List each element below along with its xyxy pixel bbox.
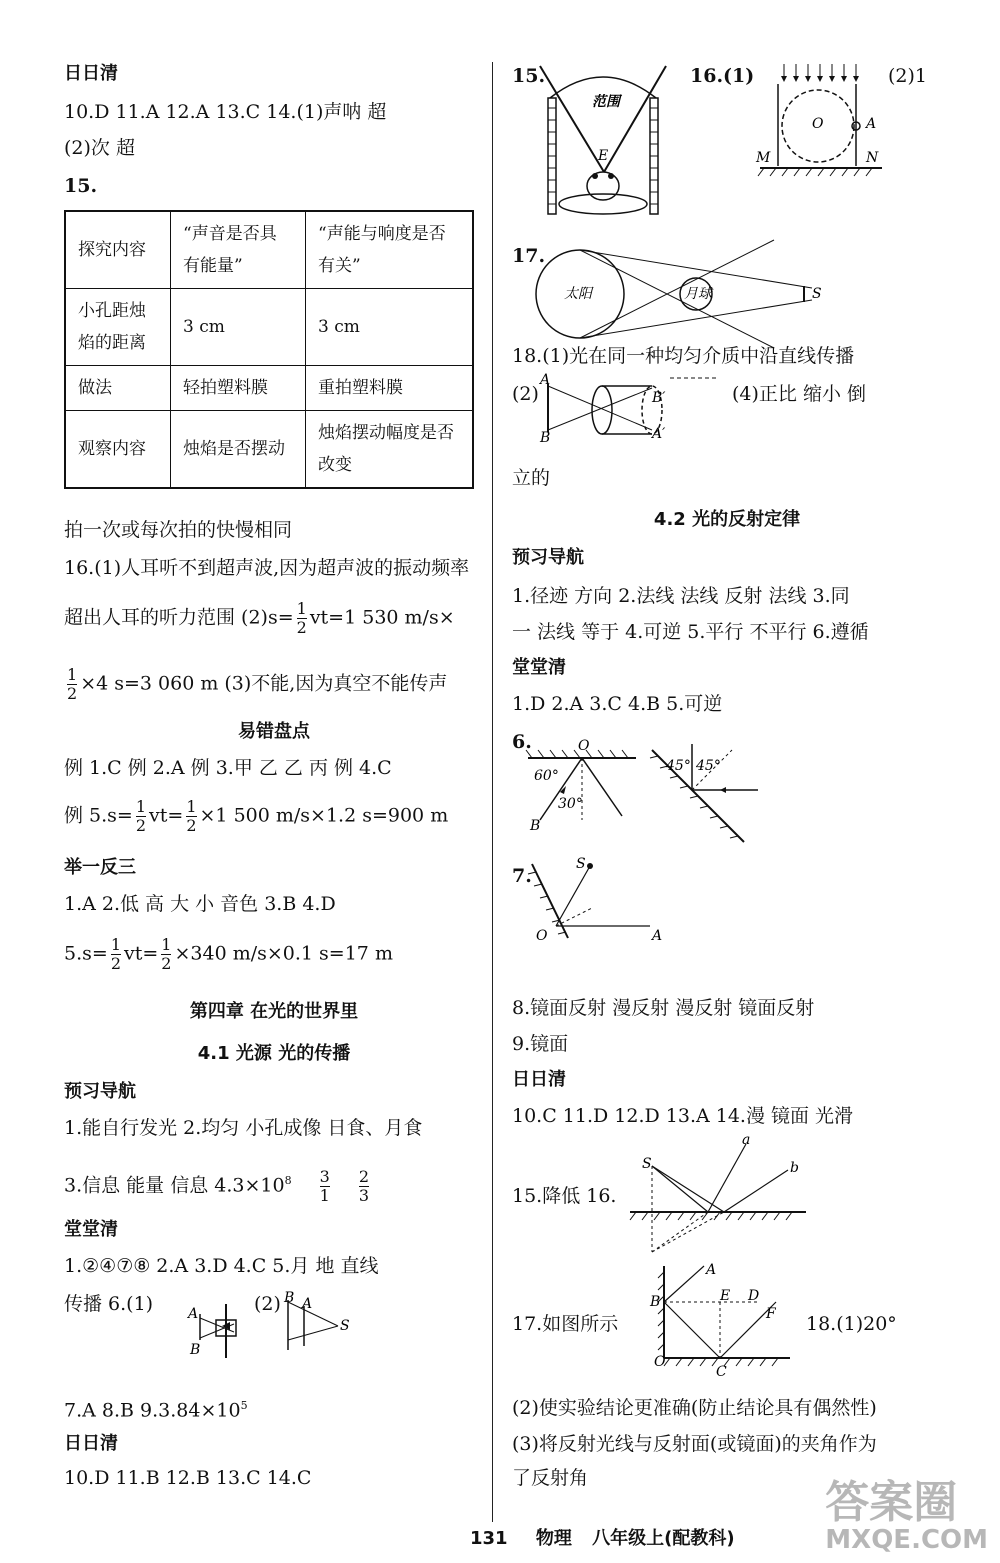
eclipse-figure: [534, 238, 828, 358]
answer-line: [64, 600, 455, 637]
answer-line: 17.如图所示: [512, 1313, 619, 1335]
reflection-figure-a: [526, 740, 642, 832]
answer-line: [64, 1168, 372, 1205]
figure-label: A: [540, 372, 551, 388]
section-heading: 易错盘点: [238, 721, 310, 742]
table-cell: 烛焰摆动幅度是否改变: [306, 411, 474, 489]
figure-label: O: [812, 116, 824, 132]
answer-line: 拍一次或每次拍的快慢相同: [64, 519, 293, 541]
figure-label: A′: [652, 426, 666, 442]
answer-line: 18.(1)20°: [806, 1313, 897, 1335]
answer-line: 一 法线 等于 4.可逆 5.平行 不平行 6.遵循: [512, 621, 869, 643]
answer-line: 15.降低 16.: [512, 1185, 617, 1207]
figure-label: B: [530, 818, 541, 834]
figure-label: O: [578, 738, 590, 754]
section-heading: 日日清: [64, 63, 118, 84]
answer-line: 16.(1)人耳听不到超声波,因为超声波的振动频率: [64, 557, 470, 579]
figure-label: S: [576, 856, 586, 872]
answer-table: [64, 210, 474, 489]
answer-line: 1.②④⑦⑧ 2.A 3.D 4.C 5.月 地 直线: [64, 1255, 379, 1277]
answer-line: (4)正比 缩小 倒: [732, 383, 866, 405]
figure-label: M: [756, 150, 771, 166]
text-fragment: ×1 500 m/s×1.2 s=900 m: [199, 804, 449, 827]
reflection-figure-b: [648, 740, 758, 846]
table-cell: 探究内容: [65, 211, 171, 289]
table-cell: 烛焰是否摆动: [171, 411, 306, 489]
section-heading: 堂堂清: [64, 1219, 118, 1240]
table-cell: 3 cm: [306, 289, 474, 366]
page-number: 131: [470, 1528, 508, 1549]
figure-label: A: [866, 116, 877, 132]
text-fragment: ×340 m/s×0.1 s=17 m: [174, 942, 393, 965]
answer-line: 了反射角: [512, 1467, 589, 1489]
figure-label: N: [866, 150, 879, 166]
answer-line: 立的: [512, 467, 551, 489]
frog-well-figure: [536, 62, 670, 220]
watermark-url: MXQE.COM: [825, 1525, 988, 1555]
svg-text:B: B: [284, 1290, 295, 1306]
answer-line: 10.D 11.A 12.A 13.C 14.(1)声呐 超: [64, 101, 387, 123]
answer-line: (2)使实验结论更准确(防止结论具有偶然性): [512, 1397, 877, 1419]
answer-line: 1.A 2.低 高 大 小 音色 3.B 4.D: [64, 893, 336, 915]
section-title: 4.1 光源 光的传播: [197, 1043, 351, 1064]
text-fragment: 超出人耳的听力范围 (2)s=: [64, 606, 294, 629]
text-fragment: 5.s=: [64, 942, 108, 965]
chapter-title: 第四章 在光的世界里: [189, 1001, 359, 1022]
table-cell: 轻拍塑料膜: [171, 366, 306, 411]
svg-text:B: B: [190, 1342, 201, 1358]
mirror-figure: [528, 858, 668, 944]
answer-line: [64, 936, 393, 973]
table-cell: 观察内容: [65, 411, 171, 489]
fraction: $\frac{2}{3}$: [358, 1167, 370, 1205]
question-number: 7.: [512, 865, 532, 887]
text-fragment: vt=: [149, 804, 184, 827]
figure-label: A: [706, 1262, 717, 1278]
figure-label: b: [790, 1160, 799, 1176]
light-path-figure: [650, 1262, 796, 1378]
figure-label: a: [742, 1132, 751, 1148]
page-footer: [470, 1524, 735, 1550]
fraction: $\frac{1}{2}$: [110, 935, 121, 973]
answer-line: (2)1: [888, 65, 928, 87]
figure-label: B′: [652, 390, 666, 406]
answer-line: 9.镜面: [512, 1033, 569, 1055]
question-number: 16.(1): [690, 65, 755, 87]
section-heading: 预习导航: [64, 1081, 136, 1102]
table-row: [65, 211, 473, 289]
table-row: [65, 289, 473, 366]
figure-label: S: [812, 286, 822, 302]
figure-label: S: [642, 1156, 652, 1172]
table-cell: 3 cm: [171, 289, 306, 366]
mirror-image-figure: [630, 1132, 810, 1256]
figure-label: 范围: [592, 94, 620, 110]
answer-line: (3)将反射光线与反射面(或镜面)的夹角作为: [512, 1433, 877, 1455]
text-fragment: 3.信息 能量 信息 4.3×10: [64, 1174, 285, 1197]
answer-line: 传播 6.(1): [64, 1293, 154, 1315]
section-heading: 日日清: [512, 1069, 566, 1090]
watermark-text: 答案圈: [825, 1477, 958, 1528]
figure-label: E: [720, 1288, 731, 1304]
table-row: [65, 366, 473, 411]
shadow-figure: [284, 1290, 354, 1354]
table-cell: 小孔距烛焰的距离: [65, 289, 171, 366]
answer-line: 10.C 11.D 12.D 13.A 14.漫 镜面 光滑: [512, 1105, 854, 1127]
answer-line: 8.镜面反射 漫反射 漫反射 镜面反射: [512, 997, 815, 1019]
figure-label: O: [536, 928, 548, 944]
section-title: 4.2 光的反射定律: [653, 509, 801, 530]
figure-label: 45°: [666, 758, 691, 774]
table-cell: 做法: [65, 366, 171, 411]
question-number: 6.: [512, 731, 532, 753]
table-row: [65, 411, 473, 489]
answer-line: 10.D 11.B 12.B 13.C 14.C: [64, 1467, 312, 1489]
pinhole-figure: [188, 1300, 244, 1362]
figure-label: 60°: [534, 768, 559, 784]
table-cell: “声音是否具有能量”: [171, 211, 306, 289]
section-heading: 举一反三: [64, 857, 136, 878]
superscript: 5: [240, 1399, 248, 1412]
figure-label: 月球: [684, 286, 712, 302]
section-heading: 预习导航: [512, 547, 584, 568]
answer-line: 例 1.C 例 2.A 例 3.甲 乙 乙 丙 例 4.C: [64, 757, 392, 779]
text-fragment: 例 5.s=: [64, 804, 133, 827]
answer-line: [64, 1394, 248, 1422]
figure-label: F: [766, 1306, 776, 1322]
figure-label: E: [598, 148, 609, 164]
answer-line: 18.(1)光在同一种均匀介质中沿直线传播: [512, 345, 855, 367]
text-fragment: vt=: [124, 942, 159, 965]
figure-label: 45°: [696, 758, 721, 774]
text-fragment: 7.A 8.B 9.3.84×10: [64, 1399, 241, 1422]
table-cell: “声能与响度是否有关”: [306, 211, 474, 289]
answer-line: (2)次 超: [64, 137, 135, 159]
fraction: $\frac{1}{2}$: [135, 797, 147, 835]
column-divider: [492, 62, 493, 1522]
figure-label: C: [716, 1364, 727, 1380]
footer-subject: 物理: [535, 1528, 572, 1549]
svg-text:A: A: [188, 1306, 199, 1322]
figure-label: D: [748, 1288, 760, 1304]
figure-label: 30°: [558, 796, 583, 812]
section-heading: 日日清: [64, 1433, 118, 1454]
answer-line: [64, 666, 447, 703]
fraction: $\frac{1}{2}$: [67, 665, 78, 703]
table-cell: 重拍塑料膜: [306, 366, 474, 411]
question-number: 17.: [512, 245, 546, 267]
figure-label: 太阳: [564, 286, 592, 302]
answer-line: 1.D 2.A 3.C 4.B 5.可逆: [512, 693, 723, 715]
text-fragment: vt=1 530 m/s×: [309, 606, 455, 629]
answer-line: 1.径迹 方向 2.法线 法线 反射 法线 3.同: [512, 585, 850, 607]
answer-line: (2): [254, 1293, 281, 1315]
answer-line: [64, 798, 448, 835]
fraction: $\frac{1}{2}$: [161, 935, 172, 973]
svg-text:A: A: [302, 1296, 313, 1312]
footer-grade: 八年级上(配教科): [592, 1528, 735, 1549]
fraction: $\frac{1}{2}$: [296, 599, 307, 637]
watermark-logo: [825, 1477, 988, 1555]
figure-label: B: [650, 1294, 661, 1310]
figure-label: A: [652, 928, 663, 944]
pinhole-camera-figure: [540, 374, 696, 444]
answer-line: 1.能自行发光 2.均匀 小孔成像 日食、月食: [64, 1117, 423, 1139]
question-number: 15.: [512, 65, 546, 87]
svg-text:S: S: [340, 1318, 350, 1334]
question-number: 15.: [64, 175, 98, 197]
superscript: 8: [284, 1174, 292, 1188]
figure-label: B: [540, 430, 551, 446]
figure-label: O: [654, 1354, 666, 1370]
section-heading: 堂堂清: [512, 657, 566, 678]
text-fragment: ×4 s=3 060 m (3)不能,因为真空不能传声: [80, 672, 448, 695]
answer-line: (2): [512, 383, 539, 405]
fraction: $\frac{3}{1}$: [319, 1167, 330, 1205]
shadow-circle-figure: [756, 62, 886, 180]
fraction: $\frac{1}{2}$: [186, 797, 197, 835]
